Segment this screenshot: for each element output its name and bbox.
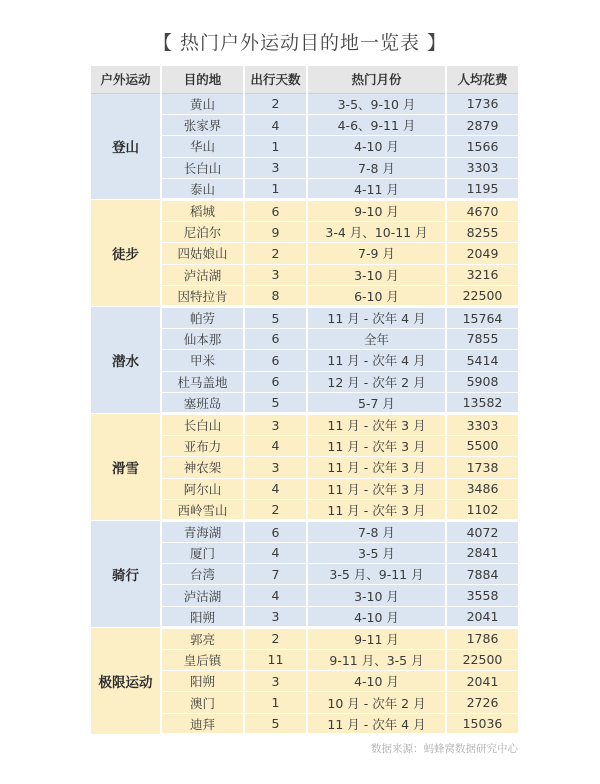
destination-cell: 因特拉肯	[161, 286, 244, 307]
days-cell: 2	[244, 243, 307, 264]
destination-cell: 澳门	[161, 692, 244, 713]
cost-cell: 1786	[446, 628, 518, 649]
days-cell: 9	[244, 221, 307, 242]
months-cell: 9-11 月、3-5 月	[307, 649, 446, 670]
table-row	[91, 521, 518, 542]
destination-cell: 神农架	[161, 457, 244, 478]
days-cell: 3	[244, 457, 307, 478]
destination-cell: 西岭雪山	[161, 499, 244, 520]
months-cell: 6-10 月	[307, 286, 446, 307]
header-sport: 户外运动	[91, 66, 161, 93]
sport-category-cell: 骑行	[91, 521, 161, 628]
months-cell: 4-10 月	[307, 136, 446, 157]
header-months: 热门月份	[307, 66, 446, 93]
days-cell: 4	[244, 435, 307, 456]
months-cell: 11 月 - 次年 3 月	[307, 457, 446, 478]
cost-cell: 1738	[446, 457, 518, 478]
months-cell: 11 月 - 次年 3 月	[307, 435, 446, 456]
header-destination: 目的地	[161, 66, 244, 93]
days-cell: 6	[244, 371, 307, 392]
source-note: 数据来源：蚂蜂窝数据研究中心	[371, 743, 518, 755]
cost-cell: 3216	[446, 264, 518, 285]
sport-category-cell: 滑雪	[91, 414, 161, 521]
table-row	[91, 307, 518, 328]
destination-cell: 帕劳	[161, 307, 244, 328]
months-cell: 11 月 - 次年 3 月	[307, 478, 446, 499]
months-cell: 3-4 月、10-11 月	[307, 221, 446, 242]
destination-cell: 亚布力	[161, 435, 244, 456]
days-cell: 1	[244, 136, 307, 157]
months-cell: 5-7 月	[307, 392, 446, 413]
destination-cell: 皇后镇	[161, 649, 244, 670]
days-cell: 3	[244, 606, 307, 627]
destination-cell: 泰山	[161, 179, 244, 200]
days-cell: 6	[244, 200, 307, 221]
table-row	[91, 628, 518, 649]
months-cell: 3-5 月、9-11 月	[307, 564, 446, 585]
destination-cell: 仙本那	[161, 328, 244, 349]
cost-cell: 2879	[446, 114, 518, 135]
cost-cell: 3303	[446, 414, 518, 435]
months-cell: 7-8 月	[307, 157, 446, 178]
destination-cell: 阿尔山	[161, 478, 244, 499]
cost-cell: 7884	[446, 564, 518, 585]
months-cell: 11 月 - 次年 4 月	[307, 713, 446, 734]
months-cell: 7-9 月	[307, 243, 446, 264]
months-cell: 4-6、9-11 月	[307, 114, 446, 135]
months-cell: 3-5、9-10 月	[307, 93, 446, 114]
table-row	[91, 200, 518, 221]
cost-cell: 1195	[446, 179, 518, 200]
days-cell: 6	[244, 328, 307, 349]
days-cell: 4	[244, 542, 307, 563]
cost-cell: 2726	[446, 692, 518, 713]
destination-cell: 华山	[161, 136, 244, 157]
destination-cell: 泸沽湖	[161, 585, 244, 606]
cost-cell: 22500	[446, 286, 518, 307]
destination-cell: 甲米	[161, 350, 244, 371]
days-cell: 6	[244, 350, 307, 371]
destination-cell: 迪拜	[161, 713, 244, 734]
cost-cell: 4072	[446, 521, 518, 542]
sport-category-cell: 登山	[91, 93, 161, 200]
days-cell: 5	[244, 307, 307, 328]
days-cell: 2	[244, 499, 307, 520]
destination-cell: 阳朔	[161, 671, 244, 692]
cost-cell: 2841	[446, 542, 518, 563]
months-cell: 4-11 月	[307, 179, 446, 200]
days-cell: 5	[244, 713, 307, 734]
destination-cell: 郭亮	[161, 628, 244, 649]
months-cell: 12 月 - 次年 2 月	[307, 371, 446, 392]
header-cost: 人均花费	[446, 66, 518, 93]
cost-cell: 1566	[446, 136, 518, 157]
cost-cell: 1102	[446, 499, 518, 520]
cost-cell: 3558	[446, 585, 518, 606]
cost-cell: 1736	[446, 93, 518, 114]
sport-category-cell: 徒步	[91, 200, 161, 307]
cost-cell: 8255	[446, 221, 518, 242]
cost-cell: 15036	[446, 713, 518, 734]
months-cell: 4-10 月	[307, 606, 446, 627]
days-cell: 1	[244, 692, 307, 713]
months-cell: 7-8 月	[307, 521, 446, 542]
months-cell: 9-10 月	[307, 200, 446, 221]
sport-category-cell: 潜水	[91, 307, 161, 414]
page-title: 【 热门户外运动目的地一览表 】	[152, 32, 448, 54]
cost-cell: 7855	[446, 328, 518, 349]
destination-cell: 杜马盖地	[161, 371, 244, 392]
cost-cell: 5414	[446, 350, 518, 371]
destination-cell: 尼泊尔	[161, 221, 244, 242]
months-cell: 11 月 - 次年 4 月	[307, 307, 446, 328]
cost-cell: 5908	[446, 371, 518, 392]
table-header-row	[91, 66, 518, 93]
months-cell: 3-5 月	[307, 542, 446, 563]
destination-cell: 泸沽湖	[161, 264, 244, 285]
days-cell: 3	[244, 157, 307, 178]
destination-cell: 塞班岛	[161, 392, 244, 413]
months-cell: 3-10 月	[307, 264, 446, 285]
destination-cell: 阳朔	[161, 606, 244, 627]
cost-cell: 13582	[446, 392, 518, 413]
cost-cell: 3303	[446, 157, 518, 178]
destination-cell: 黄山	[161, 93, 244, 114]
destination-cell: 长白山	[161, 157, 244, 178]
sport-category-cell: 极限运动	[91, 628, 161, 735]
days-cell: 7	[244, 564, 307, 585]
table-row	[91, 414, 518, 435]
months-cell: 3-10 月	[307, 585, 446, 606]
days-cell: 2	[244, 628, 307, 649]
destination-cell: 青海湖	[161, 521, 244, 542]
cost-cell: 2041	[446, 606, 518, 627]
cost-cell: 2049	[446, 243, 518, 264]
days-cell: 1	[244, 179, 307, 200]
days-cell: 4	[244, 585, 307, 606]
cost-cell: 2041	[446, 671, 518, 692]
destination-cell: 台湾	[161, 564, 244, 585]
destination-cell: 张家界	[161, 114, 244, 135]
cost-cell: 22500	[446, 649, 518, 670]
table-body	[91, 93, 518, 735]
days-cell: 3	[244, 671, 307, 692]
days-cell: 3	[244, 264, 307, 285]
months-cell: 全年	[307, 328, 446, 349]
days-cell: 2	[244, 93, 307, 114]
months-cell: 4-10 月	[307, 671, 446, 692]
header-days: 出行天数	[244, 66, 307, 93]
days-cell: 5	[244, 392, 307, 413]
months-cell: 11 月 - 次年 3 月	[307, 499, 446, 520]
destination-cell: 长白山	[161, 414, 244, 435]
destination-cell: 四姑娘山	[161, 243, 244, 264]
cost-cell: 15764	[446, 307, 518, 328]
days-cell: 4	[244, 478, 307, 499]
days-cell: 3	[244, 414, 307, 435]
days-cell: 11	[244, 649, 307, 670]
months-cell: 11 月 - 次年 4 月	[307, 350, 446, 371]
months-cell: 11 月 - 次年 3 月	[307, 414, 446, 435]
destinations-table	[91, 66, 518, 736]
days-cell: 6	[244, 521, 307, 542]
destination-cell: 厦门	[161, 542, 244, 563]
cost-cell: 3486	[446, 478, 518, 499]
destination-cell: 稻城	[161, 200, 244, 221]
months-cell: 10 月 - 次年 2 月	[307, 692, 446, 713]
months-cell: 9-11 月	[307, 628, 446, 649]
days-cell: 4	[244, 114, 307, 135]
cost-cell: 4670	[446, 200, 518, 221]
table-row	[91, 93, 518, 114]
cost-cell: 5500	[446, 435, 518, 456]
days-cell: 8	[244, 286, 307, 307]
